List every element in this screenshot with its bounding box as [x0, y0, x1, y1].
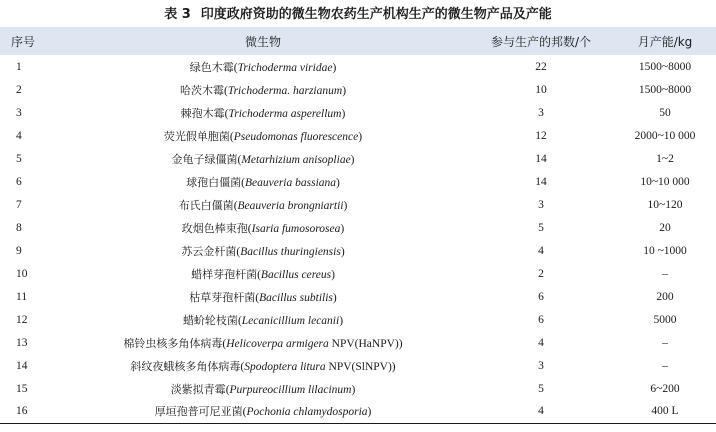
microbe-chinese-name: 厚垣孢普可尼亚菌 — [154, 405, 243, 419]
row-microbe: 苏云金杆菌(Bacillus thuringiensis) — [181, 244, 345, 258]
row-monthly-capacity: – — [662, 336, 668, 349]
microbe-chinese-name: 蜡样芽孢杆菌 — [191, 267, 258, 281]
row-monthly-capacity: 50 — [659, 106, 671, 119]
microbe-chinese-name: 玫烟色棒束孢 — [181, 221, 248, 235]
microbe-latin-name: Metarhizium anisopliae — [241, 153, 351, 166]
row-monthly-capacity: 20 — [659, 221, 671, 234]
row-id: 14 — [16, 359, 28, 372]
microbe-latin-name: Purpureocillium lilacinum — [229, 383, 352, 396]
row-state-count: 4 — [538, 244, 544, 257]
row-microbe: 布氏白僵菌(Beauveria brongniartii) — [178, 198, 348, 212]
row-monthly-capacity: 10 ~1000 — [643, 244, 687, 257]
row-monthly-capacity: 10~10 000 — [640, 175, 690, 188]
row-microbe: 球孢白僵菌(Beauveria bassiana) — [186, 175, 340, 189]
row-state-count: 3 — [538, 359, 544, 372]
row-microbe: 哈茨木霉(Trichoderma. harzianum) — [179, 83, 347, 97]
row-state-count: 10 — [535, 83, 547, 96]
row-id: 4 — [16, 129, 22, 142]
header-capacity: 月产能/kg — [637, 34, 693, 49]
row-microbe: 蜡蚧轮枝菌(Lecanicillium lecanii) — [182, 313, 344, 327]
row-monthly-capacity: – — [662, 267, 668, 280]
header-name: 微生物 — [244, 34, 281, 49]
row-id: 8 — [16, 221, 22, 234]
row-monthly-capacity: 1~2 — [656, 152, 674, 165]
table-row — [0, 377, 716, 400]
microbial-products-table — [0, 27, 716, 424]
microbe-latin-name: Helicoverpa armigera — [226, 337, 329, 350]
table-row — [0, 285, 716, 308]
table-row — [0, 262, 716, 285]
microbe-name-suffix: NPV(SlNPV) — [325, 360, 392, 373]
row-state-count: 14 — [535, 152, 547, 165]
microbe-chinese-name: 枯草芽孢杆菌 — [189, 290, 256, 304]
table-number: 表 3 — [164, 7, 191, 22]
row-monthly-capacity: – — [662, 359, 668, 372]
row-state-count: 3 — [538, 198, 544, 211]
row-id: 13 — [16, 336, 28, 349]
microbe-chinese-name: 蜡蚧轮枝菌 — [182, 313, 238, 327]
row-state-count: 12 — [535, 129, 547, 142]
microbe-name-suffix: NPV(HaNPV) — [328, 337, 399, 350]
table-body — [0, 55, 716, 423]
row-id: 10 — [16, 267, 28, 280]
microbe-chinese-name: 棘孢木霉 — [180, 106, 225, 120]
row-monthly-capacity: 1500~8000 — [638, 60, 692, 73]
microbe-chinese-name: 苏云金杆菌 — [181, 244, 237, 258]
row-id: 1 — [16, 60, 22, 73]
row-state-count: 6 — [538, 313, 544, 326]
row-state-count: 4 — [538, 336, 544, 349]
microbe-latin-name: Spodoptera litura — [244, 360, 326, 373]
microbe-chinese-name: 淡紫拟青霉 — [170, 382, 226, 396]
table-row — [0, 124, 716, 147]
row-microbe: 绿色木霉(Trichoderma viridae) — [189, 60, 337, 74]
row-monthly-capacity: 1500~8000 — [638, 83, 692, 96]
row-microbe: 棘孢木霉(Trichoderma asperellum) — [180, 106, 346, 120]
table-row — [0, 147, 716, 170]
microbe-latin-name: Trichoderma asperellum — [228, 107, 342, 120]
table-header-row — [0, 27, 716, 55]
table-row — [0, 170, 716, 193]
row-state-count: 5 — [538, 382, 544, 395]
microbe-chinese-name: 哈茨木霉 — [179, 83, 224, 97]
row-state-count: 4 — [473, 400, 609, 423]
row-state-count: 14 — [535, 175, 547, 188]
row-id: 12 — [16, 313, 28, 326]
table-caption — [0, 3, 716, 22]
header-id: 序号 — [11, 34, 36, 49]
table-row — [0, 193, 716, 216]
row-state-count: 2 — [538, 267, 544, 280]
row-id: 7 — [16, 198, 22, 211]
table-row — [0, 55, 716, 78]
microbe-chinese-name: 斜纹夜蛾核多角体病毒 — [130, 359, 241, 373]
microbe-latin-name: Lecanicillium lecanii — [241, 314, 340, 327]
table-row — [0, 239, 716, 262]
table-row — [0, 331, 716, 354]
row-id: 2 — [16, 83, 22, 96]
row-id: 16 — [0, 400, 53, 423]
table-row — [0, 354, 716, 377]
microbe-latin-name: Isaria fumosorosea — [251, 222, 341, 235]
header-count: 参与生产的邦数/个 — [490, 34, 592, 49]
row-id: 15 — [16, 382, 28, 395]
row-state-count: 6 — [538, 290, 544, 303]
table-title: 印度政府资助的微生物农药生产机构生产的微生物产品及产能 — [200, 7, 552, 22]
row-id: 6 — [16, 175, 22, 188]
microbe-latin-name: Beauveria bassiana — [244, 176, 337, 189]
table-row — [0, 216, 716, 239]
table-row — [0, 101, 716, 124]
row-id: 5 — [16, 152, 22, 165]
microbe-chinese-name: 荧光假单胞菌 — [163, 129, 230, 143]
row-microbe: 玫烟色棒束孢(Isaria fumosorosea) — [181, 221, 345, 235]
row-monthly-capacity: 400 L — [609, 400, 716, 423]
microbe-latin-name: Bacillus thuringiensis — [240, 245, 341, 258]
row-monthly-capacity: 200 — [656, 290, 674, 303]
row-monthly-capacity: 6~200 — [650, 382, 680, 395]
microbe-latin-name: Trichoderma viridae — [237, 61, 333, 74]
microbe-latin-name: Bacillus cereus — [260, 268, 332, 281]
row-microbe: 荧光假单胞菌(Pseudomonas fluorescence) — [163, 129, 363, 143]
row-id: 3 — [16, 106, 22, 119]
microbe-chinese-name: 金龟子绿僵菌 — [171, 152, 238, 166]
row-state-count: 22 — [535, 60, 547, 73]
table-row — [0, 308, 716, 331]
microbe-latin-name: Trichoderma. harzianum — [227, 84, 343, 97]
row-microbe: 金龟子绿僵菌(Metarhizium anisopliae) — [171, 152, 355, 166]
row-microbe: 淡紫拟青霉(Purpureocillium lilacinum) — [170, 382, 356, 396]
microbe-latin-name: Pseudomonas fluorescence — [233, 130, 359, 143]
microbe-latin-name: Pochonia chlamydosporia — [246, 406, 368, 419]
microbe-latin-name: Bacillus subtilis — [259, 291, 333, 304]
row-state-count: 3 — [538, 106, 544, 119]
row-state-count: 5 — [538, 221, 544, 234]
table-row — [0, 400, 716, 423]
row-monthly-capacity: 10~120 — [647, 198, 683, 211]
row-id: 11 — [16, 290, 28, 303]
microbe-chinese-name: 球孢白僵菌 — [186, 175, 242, 189]
row-microbe: 蜡样芽孢杆菌(Bacillus cereus) — [191, 267, 335, 281]
row-monthly-capacity: 2000~10 000 — [634, 129, 696, 142]
microbe-chinese-name: 绿色木霉 — [189, 60, 234, 74]
microbe-chinese-name: 棉铃虫核多角体病毒 — [123, 336, 223, 350]
row-microbe: 枯草芽孢杆菌(Bacillus subtilis) — [189, 290, 337, 304]
row-microbe: 厚垣孢普可尼亚菌(Pochonia chlamydosporia) — [53, 400, 473, 423]
row-id: 9 — [16, 244, 22, 257]
row-monthly-capacity: 5000 — [653, 313, 677, 326]
row-microbe: 斜纹夜蛾核多角体病毒(Spodoptera litura NPV(SlNPV)) — [130, 359, 396, 373]
microbe-latin-name: Beauveria brongniartii — [237, 199, 344, 212]
table-row — [0, 78, 716, 101]
microbe-chinese-name: 布氏白僵菌 — [178, 198, 234, 212]
row-microbe: 棉铃虫核多角体病毒(Helicoverpa armigera NPV(HaNPV)) — [123, 336, 403, 350]
